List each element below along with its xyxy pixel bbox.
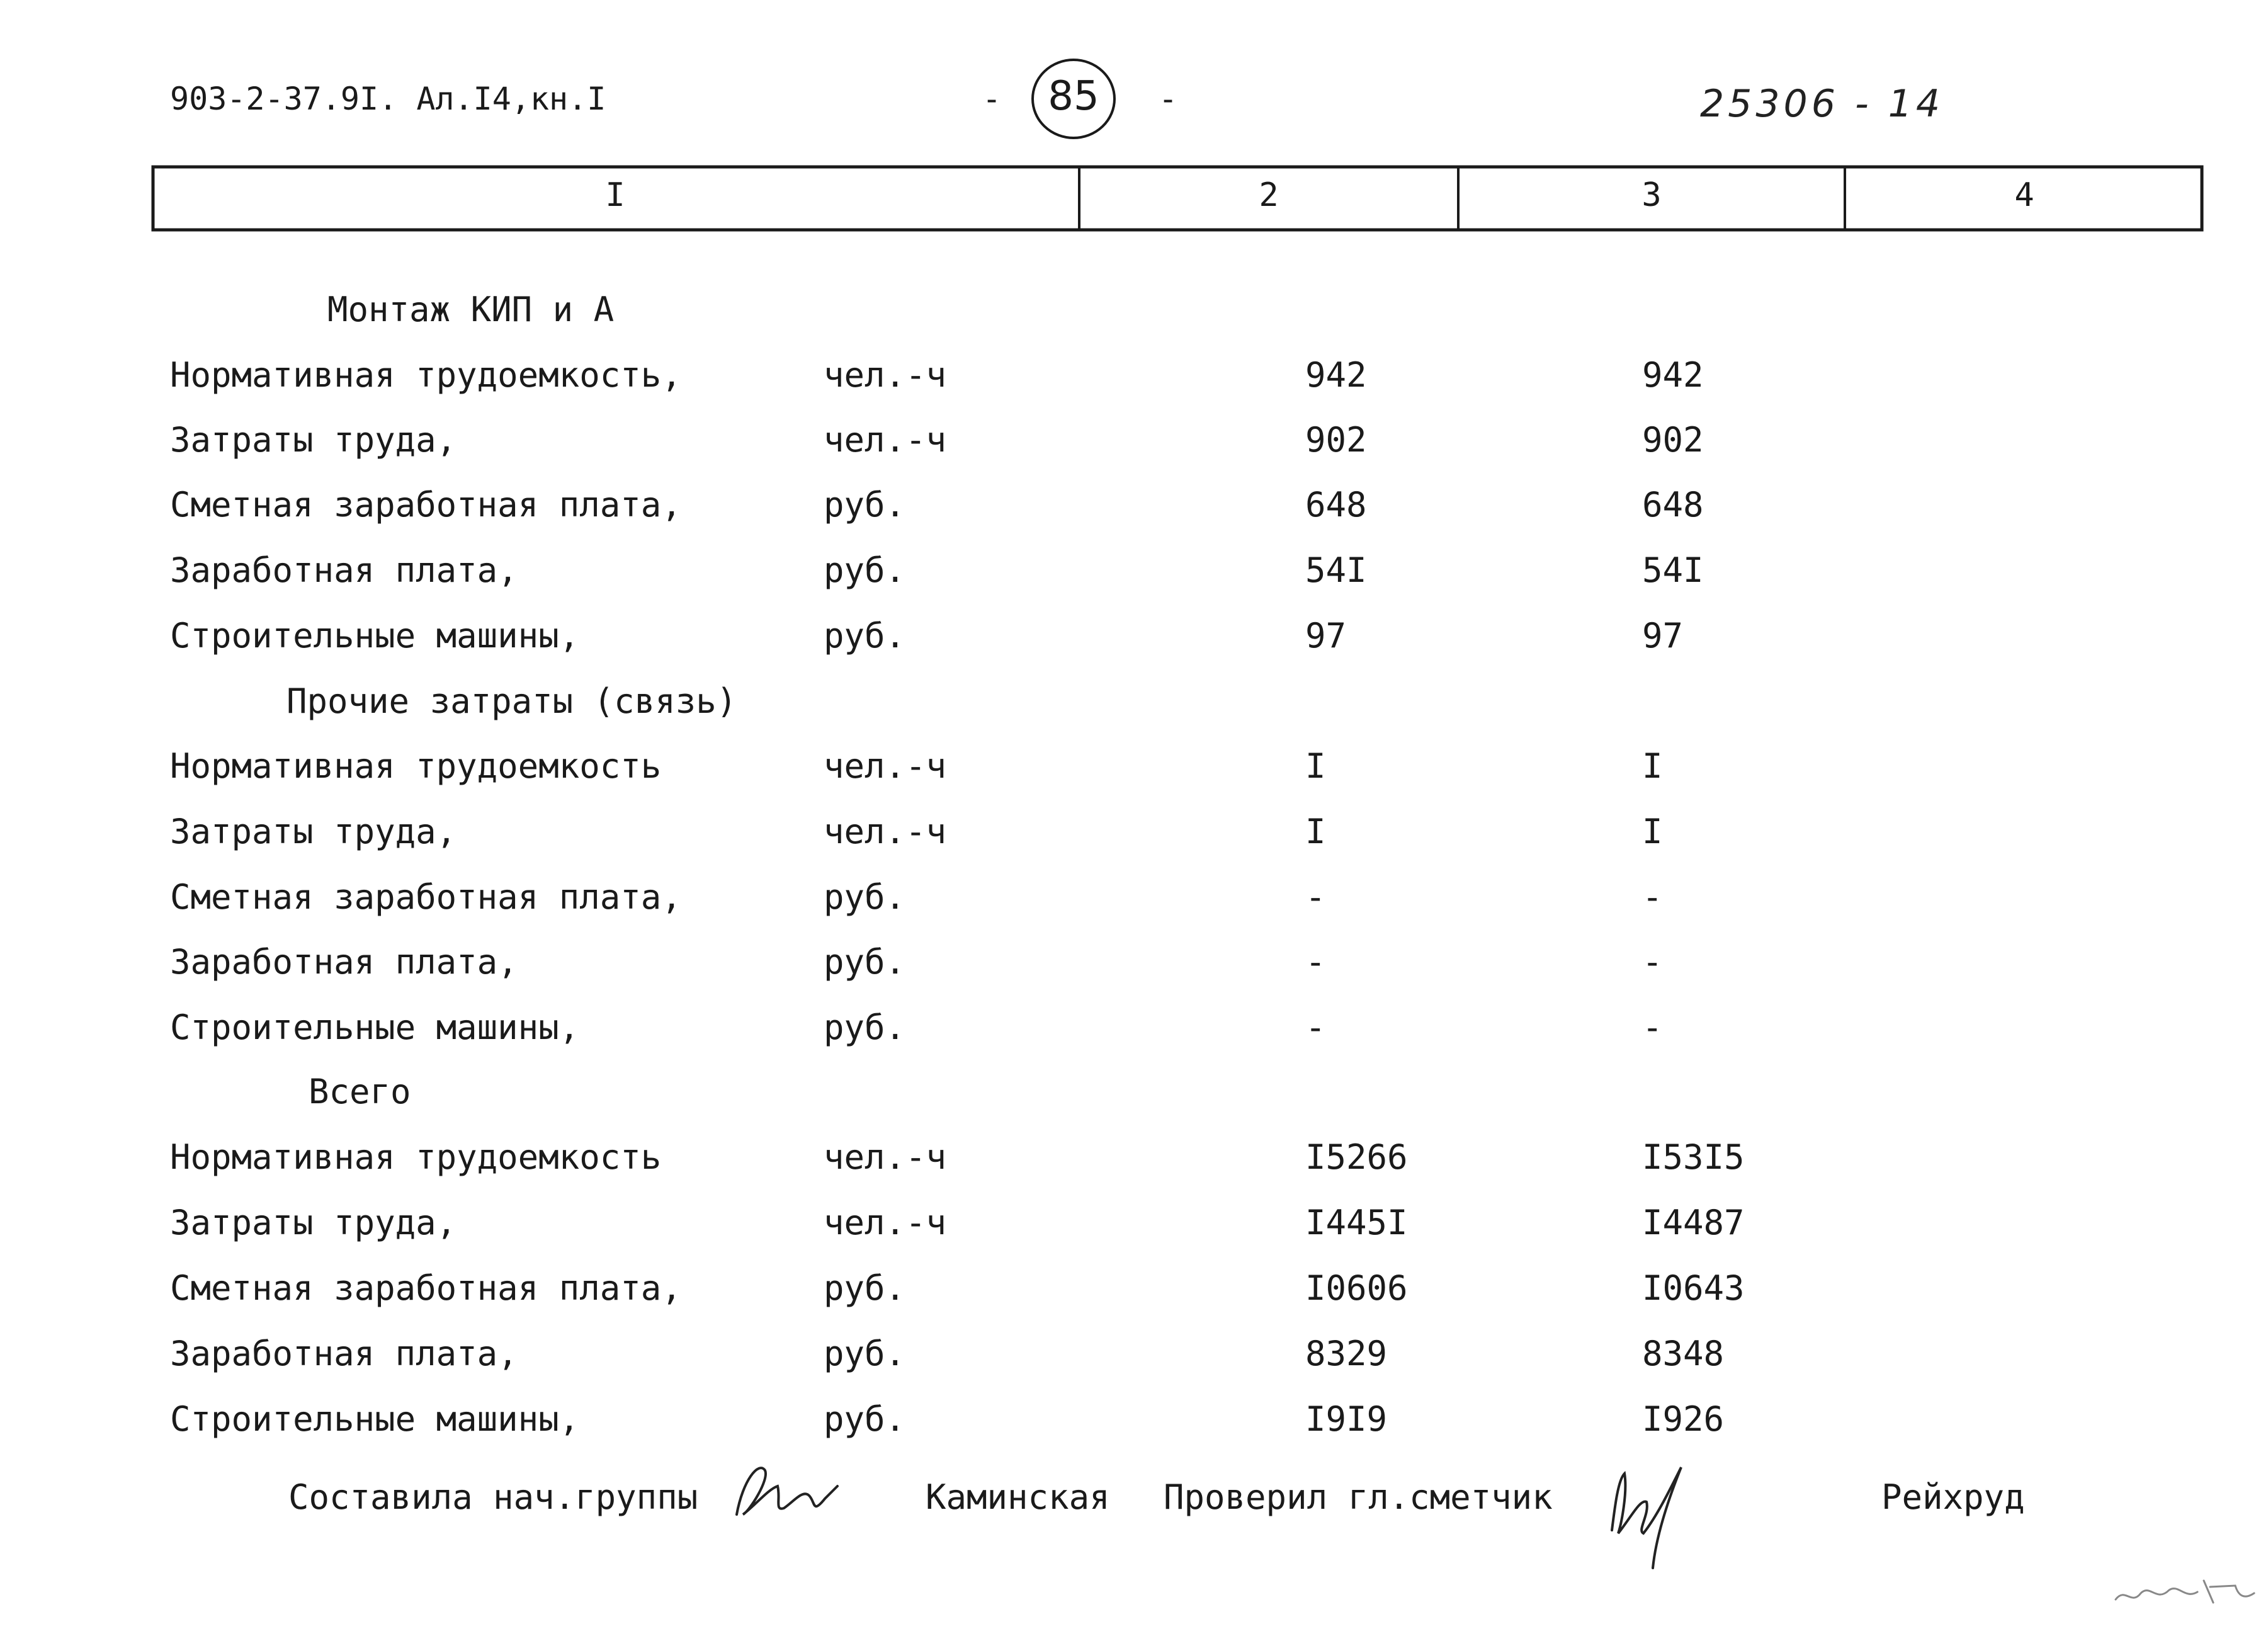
row-label: Заработная плата, (170, 1334, 518, 1373)
row-label: Заработная плата, (170, 942, 518, 982)
table-row (0, 1334, 2268, 1390)
table-row (0, 550, 2268, 607)
section-title: Прочие затраты (связь) (286, 681, 737, 721)
table-row (0, 812, 2268, 868)
table-row (0, 1203, 2268, 1259)
row-unit: руб. (824, 1268, 906, 1308)
table-row (0, 877, 2268, 934)
row-value-col3: I (1642, 812, 1663, 851)
row-unit: чел.-ч (824, 746, 947, 786)
row-label: Сметная заработная плата, (170, 1268, 682, 1308)
row-label: Строительные машины, (170, 616, 580, 656)
row-value-col3: I926 (1642, 1399, 1725, 1439)
row-value-col2: I445I (1305, 1203, 1408, 1242)
table-row (0, 616, 2268, 673)
checked-by-label: Проверил гл.сметчик (1164, 1477, 1553, 1517)
row-value-col3: - (1642, 1008, 1663, 1047)
row-unit: чел.-ч (824, 355, 947, 395)
row-value-col2: - (1305, 877, 1326, 917)
compiled-by-label: Составила нач.группы (288, 1477, 698, 1517)
row-value-col3: 902 (1642, 420, 1704, 460)
row-value-col2: 902 (1305, 420, 1367, 460)
table-row (0, 942, 2268, 999)
row-value-col2: I0606 (1305, 1268, 1408, 1308)
row-unit: чел.-ч (824, 1137, 947, 1177)
table-row (0, 746, 2268, 803)
row-value-col3: 54I (1642, 550, 1704, 590)
table-row (0, 420, 2268, 477)
section-title-row (0, 681, 2268, 738)
row-value-col3: I4487 (1642, 1203, 1745, 1242)
row-label: Затраты труда, (170, 1203, 457, 1242)
row-label: Строительные машины, (170, 1399, 580, 1439)
compiler-name: Каминская (926, 1477, 1110, 1517)
row-value-col3: 8348 (1642, 1334, 1725, 1373)
document-code: 903-2-37.9I. Ал.I4,кн.I (170, 81, 606, 117)
corner-scribble (2109, 1568, 2260, 1618)
row-label: Нормативная трудоемкость (170, 1137, 662, 1177)
row-label: Затраты труда, (170, 420, 457, 460)
table-row (0, 1399, 2268, 1456)
page-number: 85 (1048, 73, 1099, 120)
row-value-col2: I (1305, 812, 1326, 851)
section-title: Всего (309, 1072, 411, 1111)
row-unit: руб. (824, 1334, 906, 1373)
column-header-4: 4 (2014, 176, 2034, 214)
signature-compiler (730, 1455, 844, 1530)
row-unit: чел.-ч (824, 812, 947, 851)
row-unit: чел.-ч (824, 420, 947, 460)
table-row (0, 485, 2268, 542)
row-value-col3: 97 (1642, 616, 1684, 656)
row-unit: руб. (824, 550, 906, 590)
row-unit: руб. (824, 1008, 906, 1047)
checker-name: Рейхруд (1881, 1477, 2025, 1517)
row-value-col2: - (1305, 1008, 1326, 1047)
row-value-col3: - (1642, 942, 1663, 982)
row-value-col2: I5266 (1305, 1137, 1408, 1177)
row-value-col3: I (1642, 746, 1663, 786)
table-row (0, 1008, 2268, 1064)
page-dash-right: - (1159, 81, 1178, 117)
row-label: Нормативная трудоемкость, (170, 355, 682, 395)
section-title-row (0, 1072, 2268, 1128)
signature-checker (1593, 1455, 1700, 1581)
row-unit: руб. (824, 616, 906, 656)
column-header-1: I (605, 176, 625, 214)
row-value-col3: 648 (1642, 485, 1704, 525)
row-value-col2: - (1305, 942, 1326, 982)
row-label: Нормативная трудоемкость (170, 746, 662, 786)
row-value-col2: I9I9 (1305, 1399, 1388, 1439)
row-value-col3: I53I5 (1642, 1137, 1745, 1177)
row-value-col2: I (1305, 746, 1326, 786)
row-value-col2: 97 (1305, 616, 1347, 656)
section-title-row (0, 290, 2268, 346)
row-label: Сметная заработная плата, (170, 877, 682, 917)
row-value-col3: 942 (1642, 355, 1704, 395)
row-value-col2: 54I (1305, 550, 1367, 590)
row-value-col3: I0643 (1642, 1268, 1745, 1308)
row-value-col2: 8329 (1305, 1334, 1388, 1373)
row-value-col2: 942 (1305, 355, 1367, 395)
row-label: Строительные машины, (170, 1008, 580, 1047)
row-value-col3: - (1642, 877, 1663, 917)
page-dash-left: - (982, 81, 1002, 117)
column-header-2: 2 (1259, 176, 1279, 214)
page-number-circle (1029, 57, 1118, 141)
row-unit: чел.-ч (824, 1203, 947, 1242)
stamp-number: 25306 - 14 (1700, 82, 1944, 126)
row-unit: руб. (824, 942, 906, 982)
row-label: Заработная плата, (170, 550, 518, 590)
row-value-col2: 648 (1305, 485, 1367, 525)
column-header-3: 3 (1641, 176, 1662, 214)
row-label: Затраты труда, (170, 812, 457, 851)
row-unit: руб. (824, 1399, 906, 1439)
section-title: Монтаж КИП и А (327, 290, 615, 329)
row-unit: руб. (824, 877, 906, 917)
row-unit: руб. (824, 485, 906, 525)
table-row (0, 355, 2268, 412)
table-row (0, 1268, 2268, 1325)
table-header (151, 165, 2204, 233)
table-row (0, 1137, 2268, 1194)
row-label: Сметная заработная плата, (170, 485, 682, 525)
